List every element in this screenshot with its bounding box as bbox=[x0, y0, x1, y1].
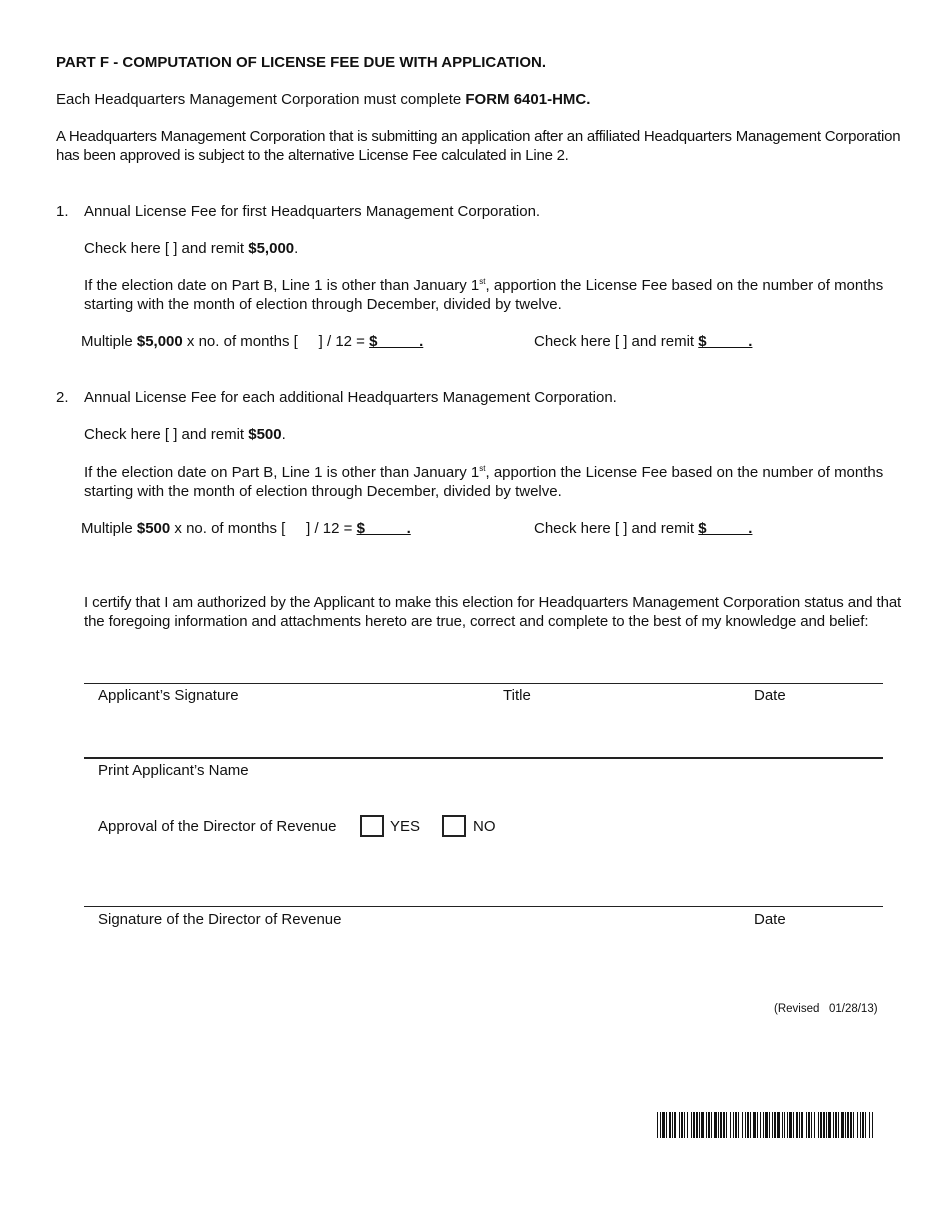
print-name-label: Print Applicant’s Name bbox=[98, 762, 249, 779]
line-2-multiple-amount: $500 bbox=[136, 520, 171, 537]
line-2-check-amount: $500 bbox=[248, 426, 282, 443]
line-2-number: 2. bbox=[56, 389, 69, 406]
line-1-multiple-amount: $5,000 bbox=[136, 333, 183, 350]
line-2-multiple-mid: x no. of months [ ] / 12 = bbox=[170, 520, 357, 537]
intro-line bbox=[56, 90, 590, 109]
line-1-check[interactable] bbox=[84, 239, 298, 258]
line-2-check-period: . bbox=[281, 426, 286, 443]
applicant-signature-label: Applicant’s Signature bbox=[98, 687, 239, 704]
line-2-election-sup: st bbox=[479, 464, 486, 473]
approval-yes-label: YES bbox=[390, 818, 421, 835]
line-2-remit-label: Check here [ ] and remit bbox=[534, 520, 699, 537]
approval-no-checkbox[interactable] bbox=[442, 815, 466, 837]
revised-date: (Revised 01/28/13) bbox=[774, 1003, 878, 1015]
line-2-multiple[interactable] bbox=[81, 519, 411, 538]
director-signature-label: Signature of the Director of Revenue bbox=[98, 911, 342, 928]
title-label: Title bbox=[503, 687, 531, 704]
line-2-election-a: If the election date on Part B, Line 1 is other than January 1 bbox=[84, 464, 480, 481]
director-date-label: Date bbox=[754, 911, 786, 928]
approval-no-label: NO bbox=[473, 818, 496, 835]
part-title: PART F - COMPUTATION OF LICENSE FEE DUE WITH APPLICATION. bbox=[56, 54, 546, 71]
line-1-remit[interactable] bbox=[534, 332, 752, 351]
line-1-election-text bbox=[84, 276, 904, 314]
print-name-line[interactable] bbox=[84, 757, 883, 759]
line-2-check[interactable] bbox=[84, 425, 286, 444]
line-2-check-text: Check here [ ] and remit bbox=[84, 426, 249, 443]
intro-text: Each Headquarters Management Corporation must complete bbox=[56, 91, 466, 108]
approval-yes-checkbox[interactable] bbox=[360, 815, 384, 837]
line-2-election-b: , apportion the License Fee based on the number of months starting with the month of election through December, divided by twelve. bbox=[84, 464, 884, 500]
certification-text: I certify that I am authorized by the Applicant to make this election for Headquarters Management Corporation status and that the foregoing information and attachments hereto are true, correct and complete to the best of my knowledge and belief: bbox=[84, 594, 902, 630]
line-2-remit[interactable] bbox=[534, 519, 752, 538]
line-1-heading: Annual License Fee for first Headquarters Management Corporation. bbox=[84, 203, 541, 220]
line-1-multiple-blank[interactable]: $ . bbox=[369, 333, 424, 350]
line-2-election-text bbox=[84, 463, 904, 501]
form-reference: FORM 6401-HMC. bbox=[465, 91, 591, 108]
line-1-remit-label: Check here [ ] and remit bbox=[534, 333, 699, 350]
line-1-check-period: . bbox=[294, 240, 299, 257]
line-1-election-sup: st bbox=[479, 277, 486, 286]
line-1-remit-blank[interactable]: $ . bbox=[698, 333, 753, 350]
line-1-number: 1. bbox=[56, 203, 69, 220]
line-1-check-amount: $5,000 bbox=[248, 240, 295, 257]
line-1-election-b: , apportion the License Fee based on the number of months starting with the month of election through December, divided by twelve. bbox=[84, 277, 884, 313]
barcode-image bbox=[657, 1112, 873, 1138]
date-label: Date bbox=[754, 687, 786, 704]
intro-paragraph: A Headquarters Management Corporation that is submitting an application after an affiliated Headquarters Management Corporation has been approved is subject to the alternative License Fee calculated in Line 2. bbox=[56, 128, 901, 164]
applicant-signature-line[interactable] bbox=[84, 683, 883, 684]
line-2-multiple-label: Multiple bbox=[81, 520, 137, 537]
line-2-multiple-blank[interactable]: $ . bbox=[356, 520, 411, 537]
director-signature-line[interactable] bbox=[84, 906, 883, 907]
line-2-heading: Annual License Fee for each additional Headquarters Management Corporation. bbox=[84, 389, 617, 406]
approval-label: Approval of the Director of Revenue bbox=[98, 818, 337, 835]
line-1-election-a: If the election date on Part B, Line 1 is other than January 1 bbox=[84, 277, 480, 294]
line-1-multiple[interactable] bbox=[81, 332, 423, 351]
line-2-remit-blank[interactable]: $ . bbox=[698, 520, 753, 537]
line-1-check-text: Check here [ ] and remit bbox=[84, 240, 249, 257]
line-1-multiple-mid: x no. of months [ ] / 12 = bbox=[182, 333, 370, 350]
line-1-multiple-label: Multiple bbox=[81, 333, 137, 350]
